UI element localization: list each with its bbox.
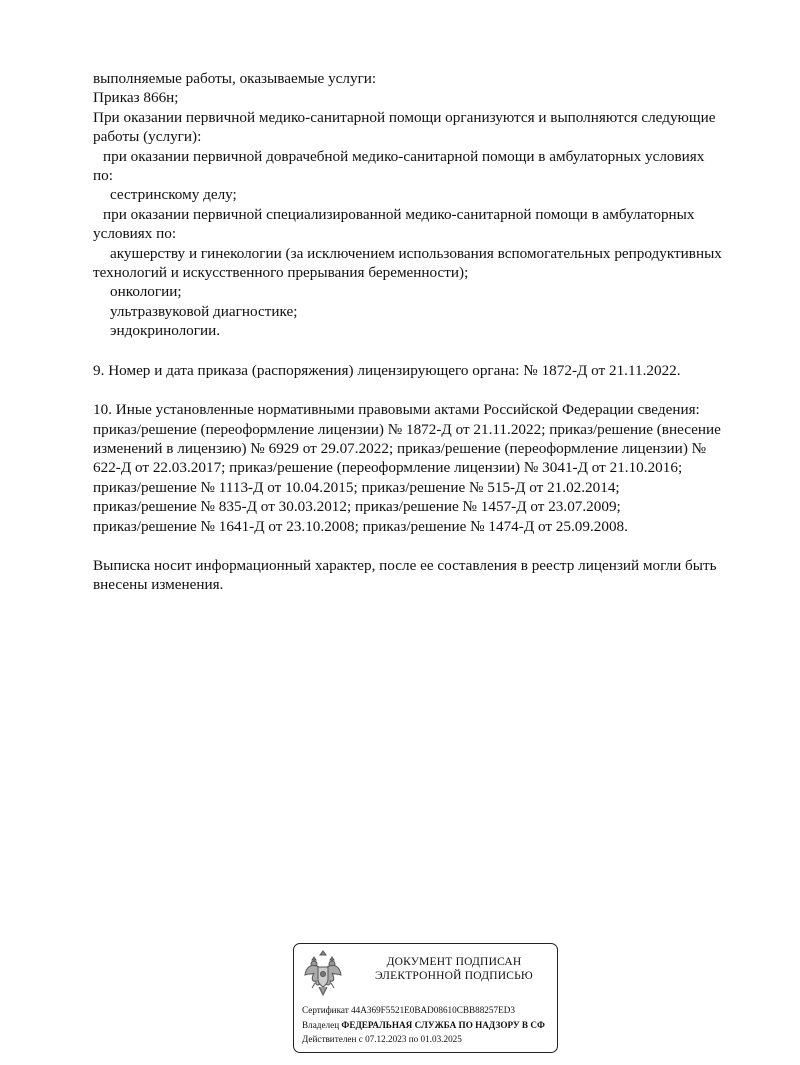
text-line: приказ/решение № 1641-Д от 23.10.2008; приказ/решение № 1474-Д от 25.09.2008. [93, 517, 628, 535]
owner-value: ФЕДЕРАЛЬНАЯ СЛУЖБА ПО НАДЗОРУ В СФ [341, 1019, 545, 1030]
paragraph-gap [93, 341, 763, 361]
text-line: технологий и искусственного прерывания беременности); [93, 264, 469, 282]
text-line: 10. Иные установленные нормативными правовыми актами Российской Федерации сведения: [93, 401, 700, 419]
validity-line: Действителен с 07.12.2023 по 01.03.2025 [302, 1034, 462, 1044]
text-line: условиях по: [93, 225, 177, 243]
text-line: выполняемые работы, оказываемые услуги: [93, 70, 377, 87]
text-line: изменений в лицензию) № 6929 от 29.07.2022; приказ/решение (переоформление лицензии) № [93, 439, 707, 457]
text-line: при оказании первичной доврачебной медико-санитарной помощи в амбулаторных условиях [103, 147, 705, 165]
text-line: по: [93, 167, 113, 185]
text-line: акушерству и гинекологии (за исключением использования вспомогательных репродуктивных [110, 244, 722, 262]
section-10 [93, 400, 763, 536]
certificate-label: Сертификат [302, 1005, 349, 1015]
stamp-title-line: ЭЛЕКТРОННОЙ ПОДПИСЬЮ [375, 969, 533, 982]
stamp-title [356, 956, 552, 983]
certificate-value: 44A369F5521E0BAD08610CBB88257ED3 [351, 1005, 515, 1015]
paragraph-gap [93, 536, 763, 556]
text-line: внесены изменения. [93, 576, 224, 594]
text-line: ультразвуковой диагностике; [110, 302, 298, 320]
text-line: работы (услуги): [93, 128, 202, 146]
text-line: приказ/решение (переоформление лицензии) № 1872-Д от 21.11.2022; приказ/решение (внесение [93, 420, 721, 438]
paragraph-gap [93, 380, 763, 400]
stamp-title-line: ДОКУМЕНТ ПОДПИСАН [386, 956, 522, 968]
text-line: эндокринологии. [110, 322, 221, 340]
owner-label: Владелец [302, 1019, 340, 1030]
text-line: Выписка носит информационный характер, после ее составления в реестр лицензий могли быть [93, 556, 717, 574]
section-9: 9. Номер и дата приказа (распоряжения) лицензирующего органа: № 1872-Д от 21.11.2022. [93, 361, 681, 379]
signature-stamp [293, 943, 558, 1053]
text-line: При оказании первичной медико-санитарной помощи организуются и выполняются следующие [93, 108, 716, 126]
text-line: Приказ 866н; [93, 89, 179, 107]
document-body [93, 69, 763, 595]
text-line: сестринскому делу; [110, 186, 237, 204]
text-line: при оказании первичной специализированной медико-санитарной помощи в амбулаторных [103, 205, 695, 223]
certificate-line [302, 1003, 558, 1018]
text-line: онкологии; [110, 283, 182, 301]
disclaimer-note [93, 556, 763, 595]
text-line: приказ/решение № 1113-Д от 10.04.2015; приказ/решение № 515-Д от 21.02.2014; [93, 478, 620, 496]
text-line: 622-Д от 22.03.2017; приказ/решение (переоформление лицензии) № 3041-Д от 21.10.2016; [93, 459, 683, 477]
double-headed-eagle-icon [303, 949, 343, 999]
text-line: приказ/решение № 835-Д от 30.03.2012; приказ/решение № 1457-Д от 23.07.2009; [93, 498, 621, 516]
owner-line [302, 1018, 558, 1033]
stamp-details [302, 1003, 558, 1047]
